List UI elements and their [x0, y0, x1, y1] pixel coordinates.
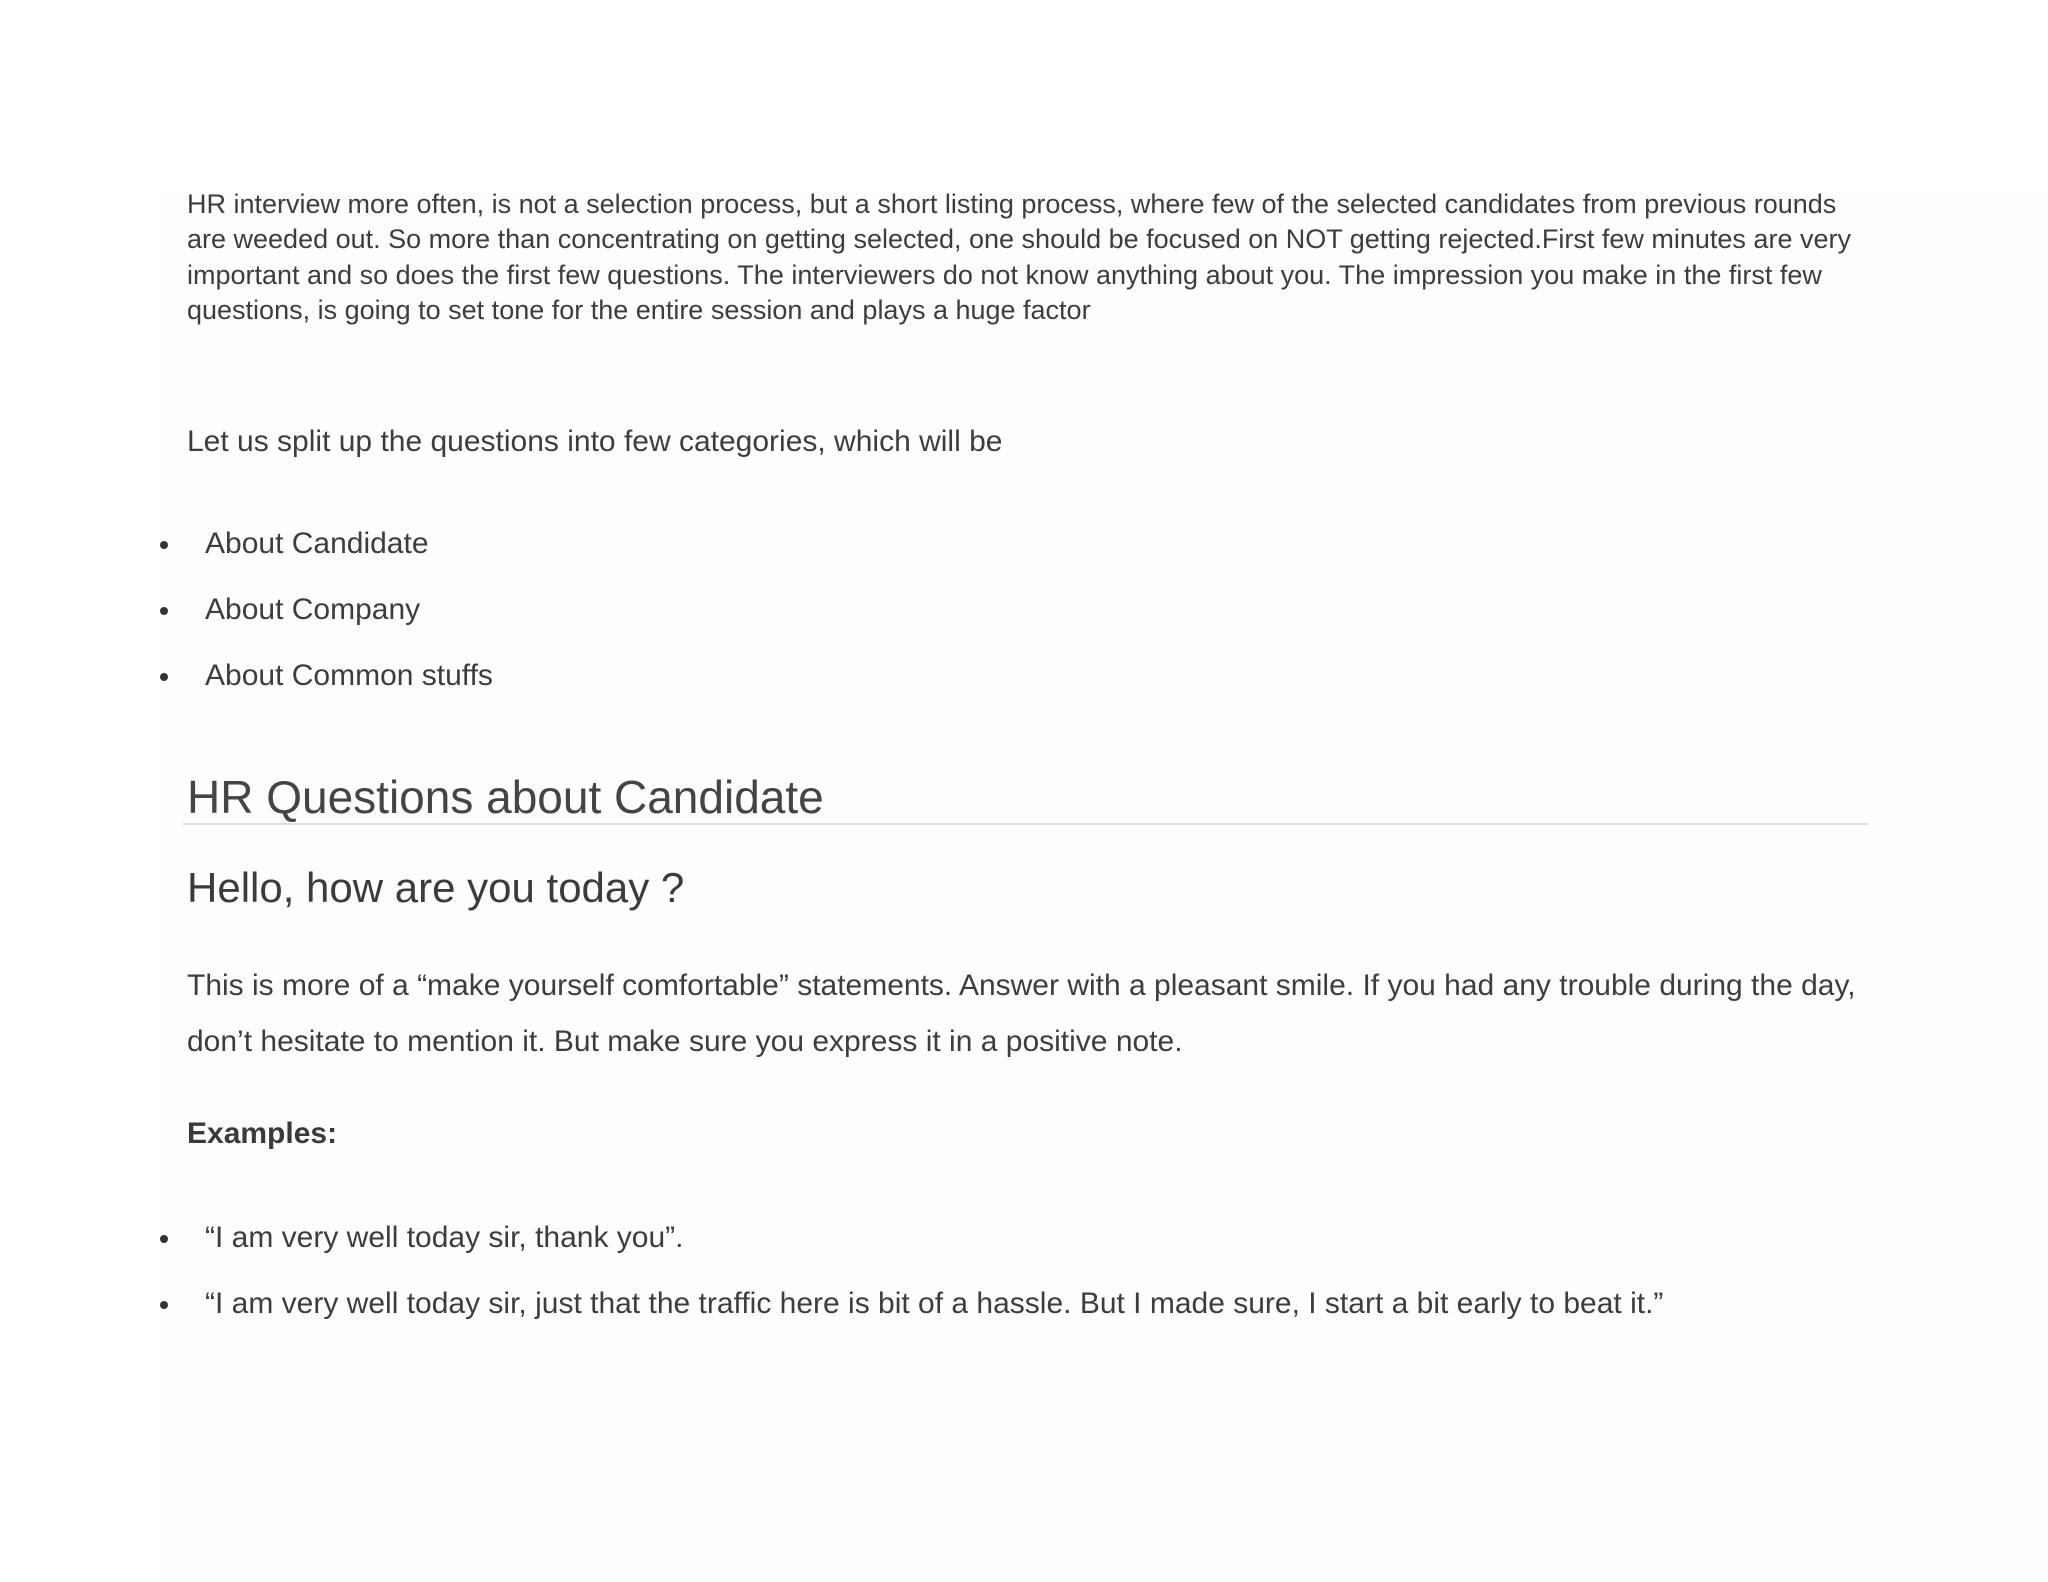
category-label: About Common stuffs [205, 659, 493, 692]
section-divider [183, 823, 1868, 825]
category-label: About Candidate [205, 527, 429, 560]
bullet-icon [160, 607, 168, 615]
examples-list [0, 1218, 1663, 1350]
section-heading: HR Questions about Candidate [187, 771, 824, 823]
bullet-icon [160, 541, 168, 549]
question-heading: Hello, how are you today ? [187, 864, 685, 911]
bullet-icon [160, 673, 168, 681]
list-item [0, 524, 493, 590]
bullet-icon [160, 1235, 168, 1243]
examples-label: Examples: [187, 1117, 338, 1150]
list-item [0, 1218, 1663, 1284]
category-label: About Company [205, 593, 421, 626]
answer-paragraph: This is more of a “make yourself comfortable” statements. Answer with a pleasant smile. If you had any trouble during the day, don’t hesitate to mention it. But make sure you express it in a positive note. [187, 969, 1856, 1058]
categories-lead-text: Let us split up the questions into few categories, which will be [187, 425, 1003, 458]
intro-paragraph: HR interview more often, is not a selection process, but a short listing process, where few of the selected candidates from previous rounds are weeded out. So more than concentrating on getting selected, one should be focused on NOT getting rejected.First few minutes are very important and so does the first few questions. The interviewers do not know anything about you. The impression you make in the first few questions, is going to set tone for the entire session and plays a huge factor [187, 189, 1851, 325]
example-text: “I am very well today sir, thank you”. [205, 1221, 684, 1254]
list-item [0, 656, 493, 722]
list-item [0, 1284, 1663, 1350]
category-list [0, 524, 493, 722]
bullet-icon [160, 1301, 168, 1309]
example-text: “I am very well today sir, just that the traffic here is bit of a hassle. But I made sure, I start a bit early to beat it.” [205, 1287, 1664, 1320]
list-item [0, 590, 493, 656]
